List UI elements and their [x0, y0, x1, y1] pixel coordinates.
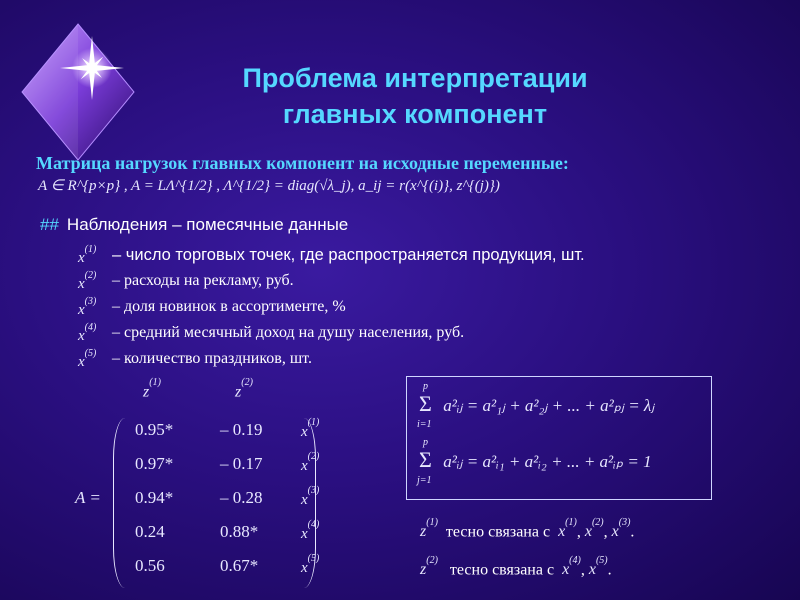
var-symbol: x — [78, 250, 85, 266]
matrix-cell: 0.94* — [135, 488, 174, 507]
matrix-row-var: $x^{(1)}$ — [301, 417, 320, 440]
matrix-label: A = — [75, 488, 101, 507]
var-description: – средний месячный доход на душу населения, руб. — [112, 324, 465, 341]
matrix-cell: 0.97* — [135, 454, 174, 473]
matrix-row-var: $x^{(5)}$ — [301, 553, 320, 576]
logo — [18, 22, 138, 162]
page-title — [180, 60, 650, 132]
equation-unit-sum: p Σ j=1 a²ᵢⱼ = a²ᵢ₁ + a²ᵢ₂ + ... + a²ᵢₚ = 1 — [417, 437, 652, 486]
title-line-1: Проблема интерпретации — [242, 63, 588, 93]
sparkle-diamond-icon — [18, 22, 138, 162]
matrix-cell: – 0.19 — [220, 420, 263, 439]
var-description: – расходы на рекламу, руб. — [112, 272, 294, 289]
loadings-matrix — [75, 377, 365, 595]
var-index: (1) — [84, 244, 97, 255]
relation-z1: $z^{(1)}$ тесно связана с $x^{(1)}$, $x^{(2)}$, $x^{(3)}$. — [420, 517, 635, 541]
matrix-row-var: $x^{(4)}$ — [301, 519, 320, 542]
matrix-cell: – 0.17 — [220, 454, 263, 473]
equation-eigenvalue: p Σ i=1 a²ᵢⱼ = a²₁ⱼ + a²₂ⱼ + ... + a²ₚⱼ = λⱼ — [417, 381, 655, 430]
matrix-row-var: $x^{(2)}$ — [301, 451, 320, 474]
table-row — [75, 519, 365, 556]
sum-equations-box — [406, 376, 712, 500]
observations-line — [40, 215, 348, 235]
loadings-subtitle: Матрица нагрузок главных компонент на исходные переменные: — [36, 153, 569, 173]
matrix-col-header: $z^{(2)}$ — [235, 377, 253, 401]
matrix-cell: 0.67* — [220, 556, 259, 575]
loadings-formula: A ∈ R^{p×p} , A = LΛ^{1/2} , Λ^{1/2} = diag(√λ_j), a_ij = r(x^{(i)}, z^{(j)}) — [38, 178, 500, 194]
matrix-row-var: $x^{(3)}$ — [301, 485, 320, 508]
relation-z2: $z^{(2)}$ тесно связана с $x^{(4)}$, $x^{(5)}$. — [420, 555, 612, 579]
matrix-cell: 0.24 — [135, 522, 165, 541]
table-row — [75, 485, 365, 522]
var-index: (5) — [84, 348, 97, 359]
var-index: (3) — [84, 296, 97, 307]
matrix-col-header: $z^{(1)}$ — [143, 377, 161, 401]
table-row — [75, 451, 365, 488]
var-index: (2) — [84, 270, 97, 281]
var-index: (4) — [84, 322, 97, 333]
var-symbol: x — [78, 276, 85, 292]
observations-marker: ## — [40, 215, 59, 234]
var-symbol: x — [78, 328, 85, 344]
table-row — [75, 417, 365, 454]
observations-text: Наблюдения – помесячные данные — [66, 215, 349, 234]
table-row — [75, 553, 365, 590]
matrix-cell: 0.95* — [135, 420, 174, 439]
title-line-2: главных компонент — [282, 99, 548, 129]
matrix-cell: 0.56 — [135, 556, 165, 575]
var-description: – число торговых точек, где распространяется продукция, шт. — [112, 246, 585, 264]
var-description: – количество праздников, шт. — [112, 350, 312, 367]
var-symbol: x — [78, 354, 85, 370]
var-symbol: x — [78, 302, 85, 318]
matrix-cell: 0.88* — [220, 522, 259, 541]
var-description: – доля новинок в ассортименте, % — [112, 298, 346, 315]
matrix-cell: – 0.28 — [220, 488, 263, 507]
